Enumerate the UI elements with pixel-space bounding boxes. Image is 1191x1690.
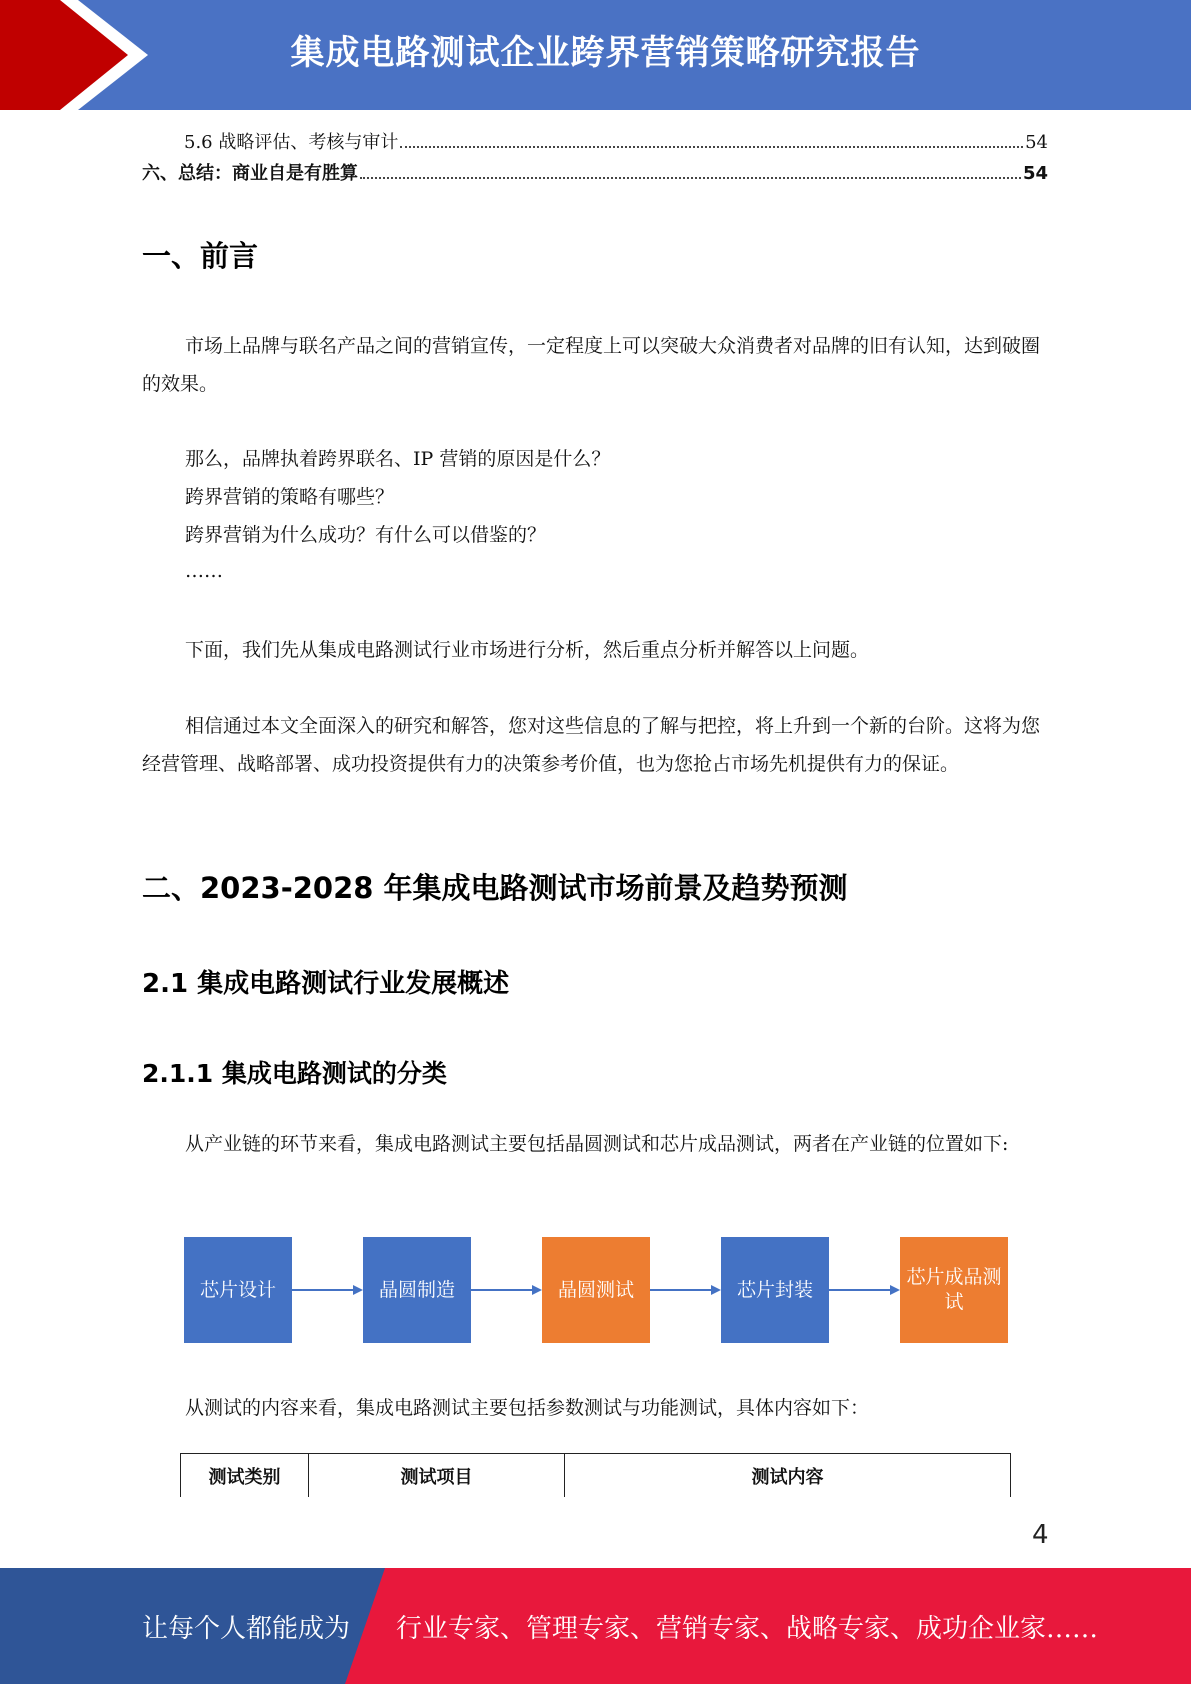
- flow-arrow-3: [650, 1284, 721, 1296]
- toc-item-label: 六、总结：商业自是有胜算: [142, 163, 358, 184]
- table-header-content: 测试内容: [565, 1454, 1011, 1498]
- section-heading-preface: 一、前言: [142, 239, 259, 273]
- question-line-1: 那么，品牌执着跨界联名、IP 营销的原因是什么？: [185, 448, 611, 470]
- flow-arrow-2: [471, 1284, 542, 1296]
- flow-arrow-1: [292, 1284, 363, 1296]
- page-header: [0, 0, 1191, 110]
- classification-paragraph: 从产业链的环节来看，集成电路测试主要包括晶圆测试和芯片成品测试，两者在产业链的位置如下:: [185, 1133, 1009, 1155]
- footer-slogan-left: 让每个人都能成为: [142, 1614, 351, 1644]
- page-footer: [0, 1568, 1191, 1684]
- flow-box-final-test: 芯片成品测试: [900, 1237, 1008, 1343]
- flow-box-wafer-test: 晶圆测试: [542, 1237, 650, 1343]
- toc-item-page: 54: [1022, 163, 1048, 184]
- preface-paragraph-3: 相信通过本文全面深入的研究和解答，您对这些信息的了解与把控，将上升到一个新的台阶。这将为您经营管理、战略部署、成功投资提供有力的决策参考价值，也为您抢占市场先机提供有力的保证。: [142, 715, 1041, 775]
- question-ellipsis: ……: [185, 560, 223, 582]
- flow-box-wafer-fab: 晶圆制造: [363, 1237, 471, 1343]
- test-content-table: [180, 1453, 1011, 1497]
- subsection-heading-2-1: 2.1 集成电路测试行业发展概述: [142, 969, 510, 999]
- table-header-category: 测试类别: [181, 1454, 309, 1498]
- table-header-row: [181, 1454, 1011, 1498]
- table-header-item: 测试项目: [309, 1454, 565, 1498]
- question-line-3: 跨界营销为什么成功？有什么可以借鉴的？: [185, 524, 547, 546]
- toc-leader-dots: [400, 146, 1023, 148]
- toc-item-label: 5.6 战略评估、考核与审计: [184, 132, 399, 153]
- toc-item-page: 54: [1025, 132, 1048, 153]
- test-content-paragraph: 从测试的内容来看，集成电路测试主要包括参数测试与功能测试，具体内容如下：: [185, 1397, 870, 1419]
- question-line-2: 跨界营销的策略有哪些？: [185, 486, 395, 508]
- report-title: 集成电路测试企业跨界营销策略研究报告: [290, 33, 921, 73]
- industry-chain-flow-diagram: [184, 1237, 1010, 1343]
- flow-box-chip-packaging: 芯片封装: [721, 1237, 829, 1343]
- preface-paragraph-2: 下面，我们先从集成电路测试行业市场进行分析，然后重点分析并解答以上问题。: [185, 639, 870, 661]
- toc-leader-dots: [360, 177, 1021, 179]
- toc-item-6[interactable]: [142, 159, 1048, 189]
- section-heading-market-forecast: 二、2023-2028 年集成电路测试市场前景及趋势预测: [142, 871, 848, 905]
- footer-slogan-right: 行业专家、管理专家、营销专家、战略专家、成功企业家……: [396, 1614, 1099, 1644]
- toc-item-5-6[interactable]: [142, 128, 1048, 158]
- page-number: 4: [1032, 1520, 1049, 1550]
- subsection-heading-2-1-1: 2.1.1 集成电路测试的分类: [142, 1059, 447, 1088]
- flow-box-chip-design: 芯片设计: [184, 1237, 292, 1343]
- preface-paragraph-1: 市场上品牌与联名产品之间的营销宣传，一定程度上可以突破大众消费者对品牌的旧有认知，达到破圈的效果。: [142, 335, 1041, 395]
- flow-arrow-4: [829, 1284, 900, 1296]
